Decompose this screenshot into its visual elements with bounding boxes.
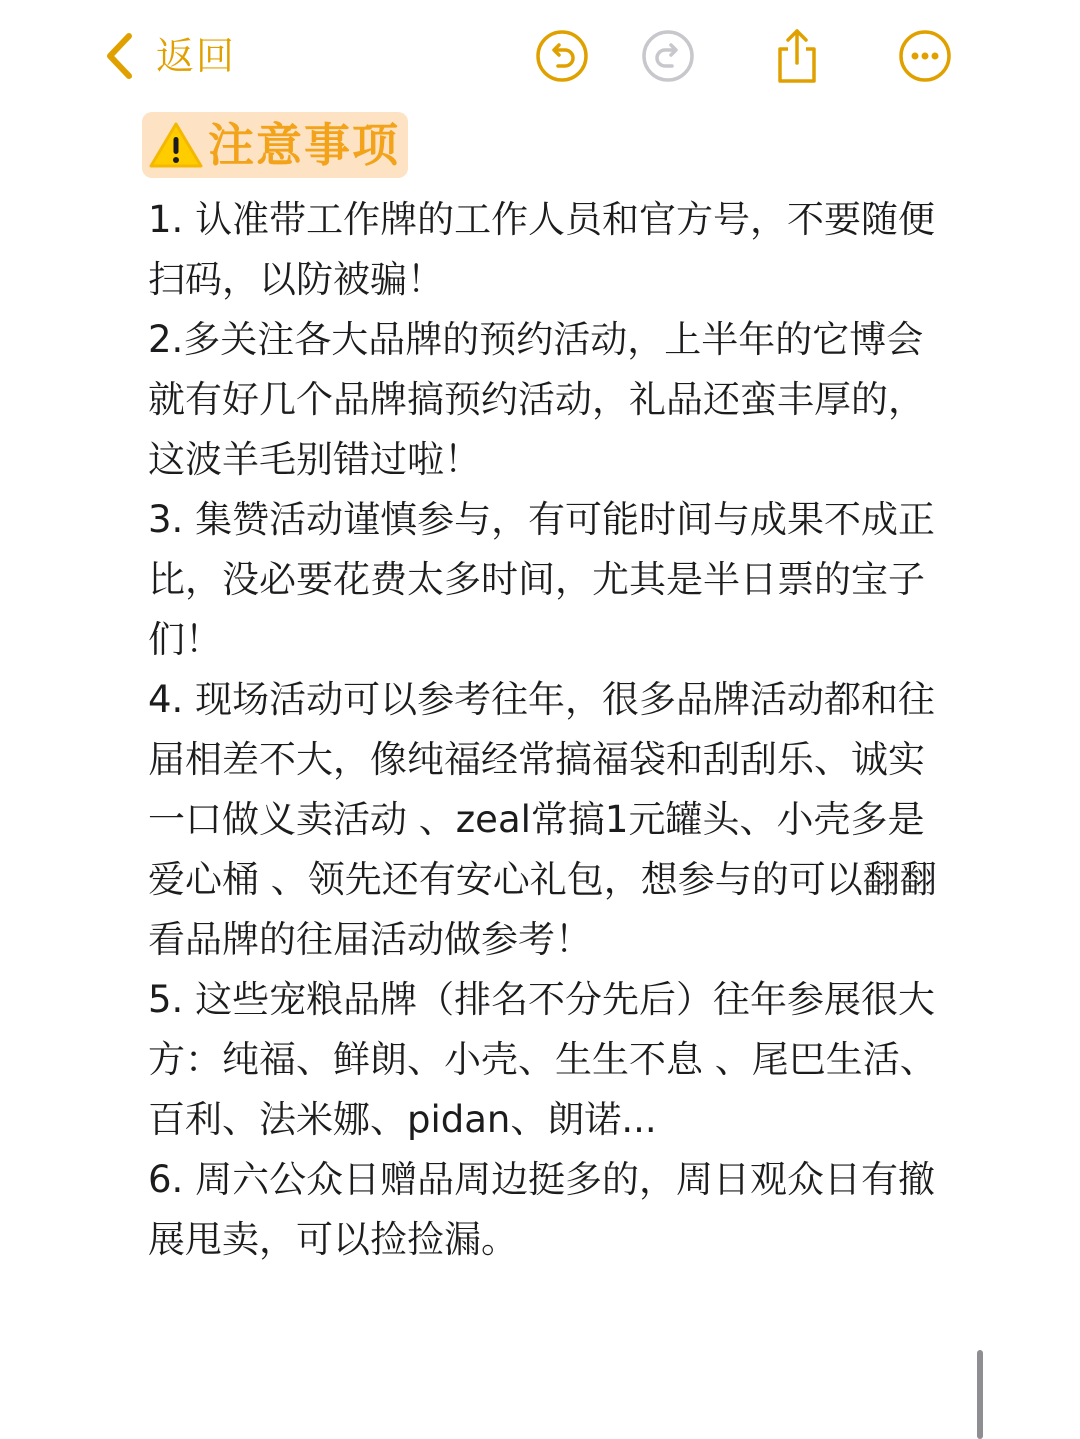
back-button[interactable] [104,28,236,84]
note-paragraph: 1. 认准带工作牌的工作人员和官方号，不要随便扫码，以防被骗！ [148,198,936,301]
undo-icon [535,29,589,83]
note-paragraph: 4. 现场活动可以参考往年，很多品牌活动都和往届相差不大，像纯福经常搞福袋和刮刮乐、诚实一口做义卖活动 、zeal常搞1元罐头、小壳多是爱心桶 、领先还有安心礼包，想参与的可以翻翻看品牌的往届活动做参考！ [148,678,937,961]
navigation-bar [0,0,1080,110]
note-body[interactable] [148,190,938,1270]
scrollbar[interactable] [977,1350,983,1439]
note-heading [142,112,408,178]
heading-text: 注意事项 [208,118,400,172]
note-paragraph: 2.多关注各大品牌的预约活动，上半年的它博会就有好几个品牌搞预约活动，礼品还蛮丰厚的，这波羊毛别错过啦！ [148,318,925,481]
more-button[interactable] [897,28,953,84]
warning-icon [148,120,204,170]
redo-icon [641,29,695,83]
chevron-left-icon [104,32,134,80]
undo-button[interactable] [534,28,590,84]
more-icon [898,29,952,83]
share-button[interactable] [769,28,825,84]
redo-button[interactable] [640,28,696,84]
back-label: 返回 [156,34,237,78]
note-paragraph: 3. 集赞活动谨慎参与，有可能时间与成果不成正比，没必要花费太多时间，尤其是半日票的宝子们！ [148,498,936,661]
note-paragraph: 5. 这些宠粮品牌（排名不分先后）往年参展很大方：纯福、鲜朗、小壳、生生不息 、尾巴生活、百利、法米娜、pidan、朗诺... [148,978,937,1141]
share-icon [772,27,822,85]
note-paragraph: 6. 周六公众日赠品周边挺多的，周日观众日有撤展甩卖，可以捡捡漏。 [148,1158,936,1261]
